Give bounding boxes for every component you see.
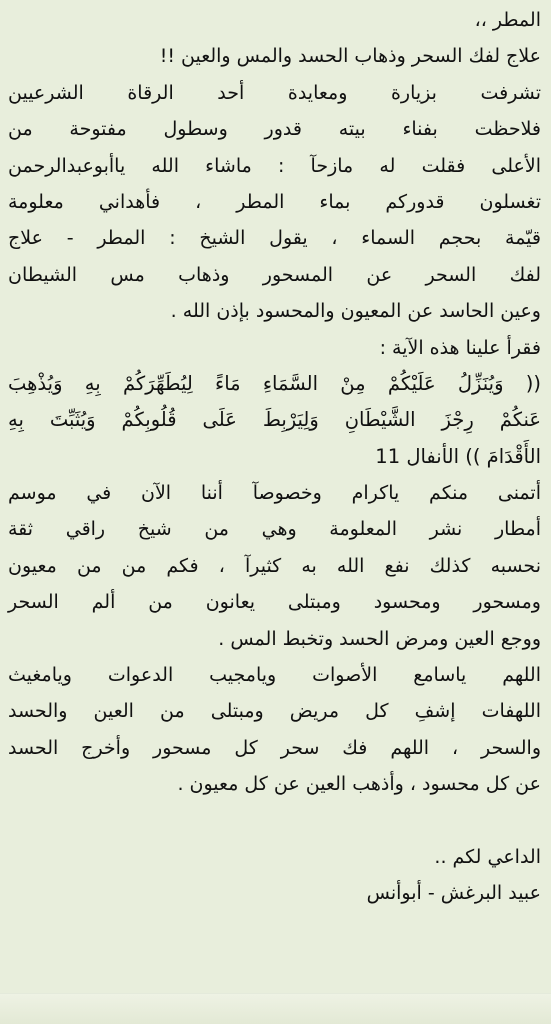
document-line: نحسبه كذلك نفع الله به كثيرآ ، فكم من من معيون (8, 554, 541, 577)
document-line: اللهفات إشفِ كل مريض ومبتلى من العين والحسد (8, 700, 541, 723)
blank-line (8, 803, 541, 839)
document-line: فلاحظت بفناء بيته قدور وسطول مفتوحة من (8, 118, 541, 141)
document-line: اللهم ياسامع الأصوات ويامجيب الدعوات ويامغيث (8, 664, 541, 687)
signature-line: الداعي لكم .. (434, 845, 541, 868)
document-line: تشرفت بزيارة ومعايدة أحد الرقاة الشرعيين (8, 81, 541, 104)
footer-strip (0, 993, 551, 1024)
document-line: قيّمة بحجم السماء ، يقول الشيخ : المطر - علاج (8, 227, 541, 250)
document-line: ووجع العين ومرض الحسد وتخبط المس . (218, 627, 541, 650)
author-name: عبيد البرغش - أبوأنس (366, 882, 541, 905)
document-line: تغسلون قدوركم بماء المطر ، فأهداني معلومة (8, 190, 541, 213)
document-line: وعين الحاسد عن المعيون والمحسود بإذن الله . (170, 300, 541, 323)
document-line: علاج لفك السحر وذهاب الحسد والمس والعين !! (159, 45, 541, 68)
document-line: فقرأ علينا هذه الآية : (379, 336, 541, 359)
document-line-title: المطر ،، (474, 9, 541, 31)
quran-verse-line: (( وَيُنَزِّلُ عَلَيْكُمْ مِنْ السَّمَاءِ مَاءً لِيُطَهِّرَكُمْ بِهِ وَيُذْهِبَ (8, 371, 541, 395)
quran-verse-line: عَنكُمْ رِجْزَ الشَّيْطَانِ وَلِيَرْبِطَ عَلَى قُلُوبِكُمْ وَيُثَبِّتَ بِهِ (8, 408, 541, 432)
document-line: عن كل محسود ، وأذهب العين عن كل معيون . (177, 773, 541, 796)
document-body (8, 2, 541, 912)
document-line: لفك السحر عن المسحور وذهاب مس الشيطان (8, 263, 541, 286)
document-line: الأعلى فقلت له مازحآ : ماشاء الله ياأبوعبدالرحمن (8, 154, 541, 177)
document-line: أمطار نشر المعلومة وهي من شيخ راقي ثقة (8, 518, 541, 541)
document-line: ومسحور ومحسود ومبتلى يعانون من ألم السحر (8, 591, 541, 614)
document-line: أتمنى منكم ياكرام وخصوصآ أننا الآن في موسم (8, 482, 541, 505)
quran-verse-reference: الأَقْدَامَ )) الأنفال 11 (375, 444, 541, 468)
document-line: والسحر ، اللهم فك سحر كل مسحور وأخرج الحسد (8, 736, 541, 759)
